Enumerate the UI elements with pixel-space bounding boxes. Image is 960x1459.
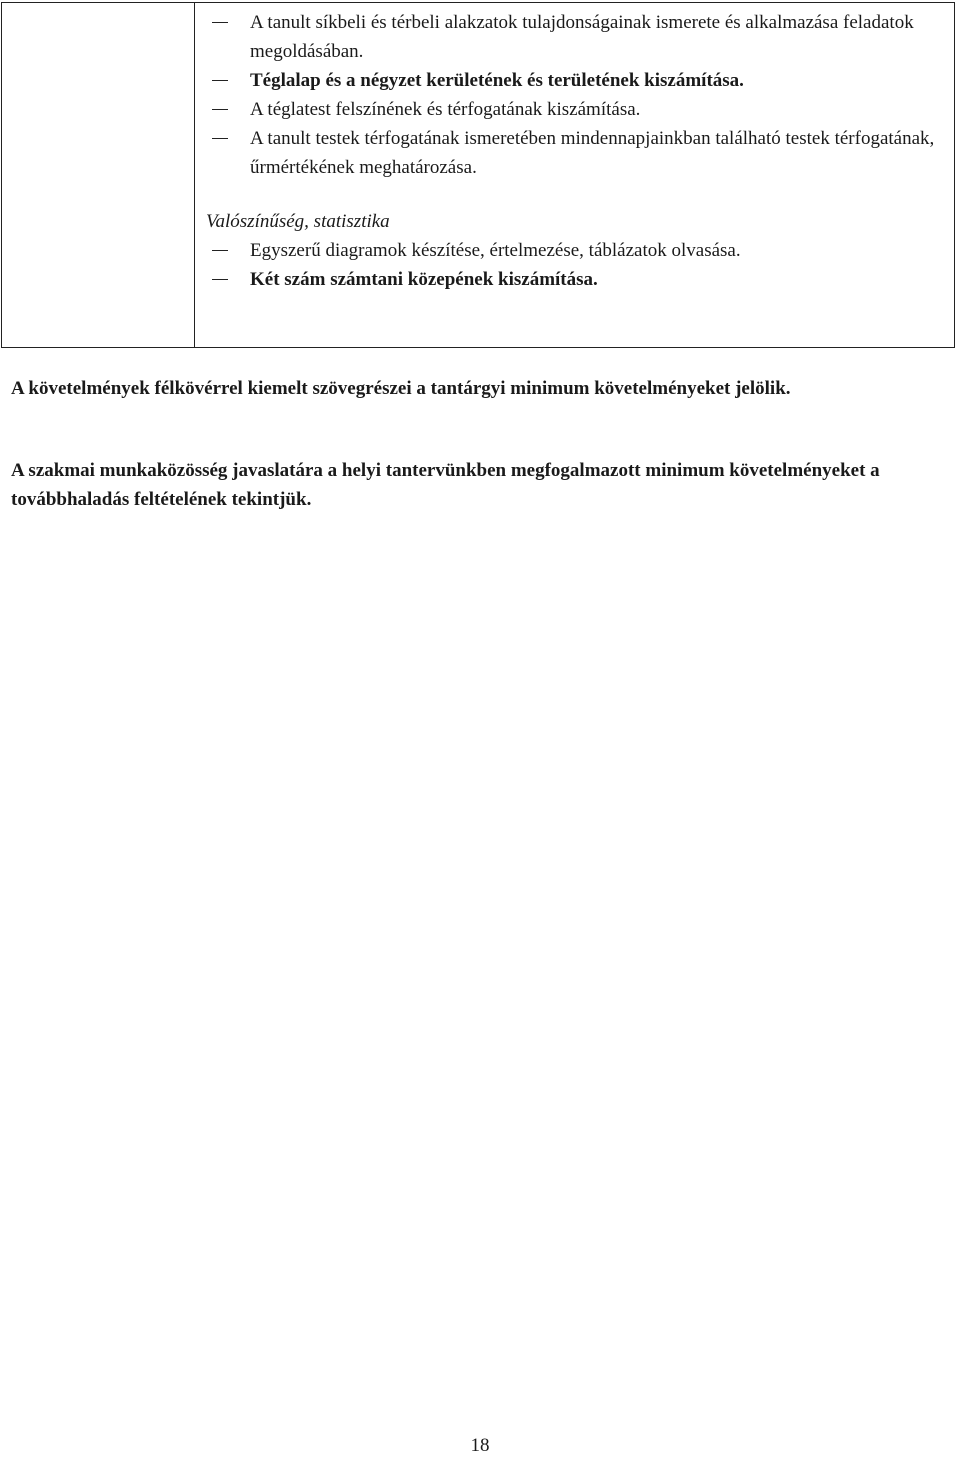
- table-column-divider: [194, 3, 195, 347]
- dash-bullet-icon: [212, 109, 228, 110]
- minimum-requirements-note: A követelmények félkövérrel kiemelt szövegrészei a tantárgyi minimum követelményeket jelölik.: [11, 378, 791, 399]
- list-item-text: A téglatest felszínének és térfogatának kiszámítása.: [250, 99, 641, 120]
- dash-bullet-icon: [212, 22, 228, 23]
- section-title-statistics: Valószínűség, statisztika: [206, 211, 390, 232]
- list-item-text: A tanult testek térfogatának ismeretében mindennapjainkban található testek térfogatának, űrmértékének meghatározása.: [250, 128, 935, 178]
- list-item-text: Egyszerű diagramok készítése, értelmezése, táblázatok olvasása.: [250, 240, 741, 261]
- dash-bullet-icon: [212, 279, 228, 280]
- table-right-cell: [206, 8, 944, 294]
- geometry-requirements-list: [206, 8, 944, 182]
- list-item: [206, 95, 944, 124]
- list-item: [206, 236, 944, 265]
- list-item: [206, 8, 944, 66]
- list-item: [206, 124, 944, 182]
- dash-bullet-icon: [212, 80, 228, 81]
- statistics-requirements-list: [206, 236, 944, 294]
- list-item-text: Két szám számtani közepének kiszámítása.: [250, 269, 598, 290]
- requirements-table: [1, 2, 955, 348]
- list-item: [206, 66, 944, 95]
- list-item-text: A tanult síkbeli és térbeli alakzatok tulajdonságainak ismerete és alkalmazása feladatok megoldásában.: [250, 12, 914, 62]
- list-item-text: Téglalap és a négyzet kerületének és területének kiszámítása.: [250, 70, 744, 91]
- progression-condition-note: A szakmai munkaközösség javaslatára a helyi tantervünkben megfogalmazott minimum követelményeket a továbbhaladás feltételének tekintjük.: [11, 460, 880, 510]
- dash-bullet-icon: [212, 138, 228, 139]
- list-item: [206, 265, 944, 294]
- dash-bullet-icon: [212, 250, 228, 251]
- page-number: 18: [470, 1435, 490, 1456]
